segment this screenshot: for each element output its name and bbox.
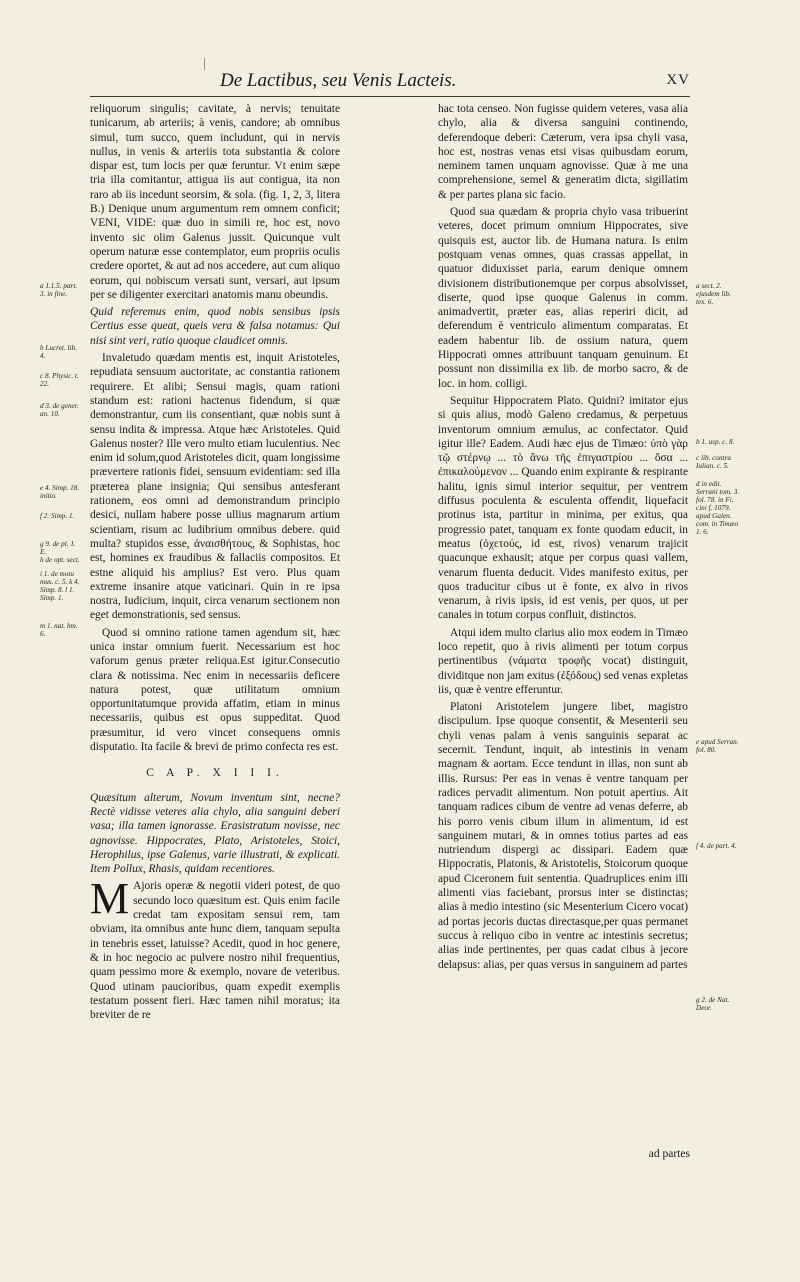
margin-note: a sect. 2. ejusdem lib. tex. 6. bbox=[696, 282, 731, 306]
catchword: ad partes bbox=[648, 1148, 690, 1160]
paragraph: hac tota censeo. Non fugisse quidem veteres, vasa alia chylo, alia & diversa sanguini continendo, deferendoque deberi: Cæterum, vera ipsa chyli vasa, hoc est, nostras venas etsi visas quibusdam eorum, neminem tamen unquam agnovisse. Quæ à me una comprehensione, semel & generatim dicta, sigillatim & per partes plana sic facio. bbox=[438, 103, 688, 201]
margin-note: d 3. de gener. an. 10. bbox=[40, 402, 79, 418]
margin-note: c lib. contra Iulian. c. 5. bbox=[696, 454, 731, 470]
margin-note: c 8. Physic. t. 22. bbox=[40, 372, 79, 388]
margin-note: h de opt. sect. bbox=[40, 556, 80, 564]
running-title: De Lactibus, seu Venis Lacteis. bbox=[220, 70, 457, 91]
paragraph: Quod sua quædam & propria chylo vasa tribuerint veteres, docet primum omnium Hippocrates, sive quisquis est, auctor lib. de Humana natura. Is enim postquam venas omnes, quas crassas appellat, in quatuor diduxisset paria, earum denique omnem divisionem distributionemque per corpus absolvisset, diserte, quod ipse quoque Galenus in comm. animadvertit, præter eas, alias reperiri dicit, ad deferendum è ventriculo alimentum comparatas. Et eadem habentur lib. de ossium natura, quem Hippocrati omnes attribuunt tanquam genuinum. Et possunt non dissimilia ex lib. de morbo sacro, & de loc. in hom. colligi. bbox=[438, 206, 688, 390]
margin-note: b 1. usp. c. 8. bbox=[696, 438, 735, 446]
chapter-summary: Quæsitum alterum, Novum inventum sint, necne? Rectè vidisse veteres alia chylo, alia sanguini deberi vasa; illa tamen ignorasse. Erasistratum novisse, nec agnovisse. Hippocrates, Plato, Aristoteles, Stoici, Herophilus, ipse Galenus, varie illustrati, & explicati. Item Pollux, Rhasis, quidam recentiores. bbox=[90, 791, 340, 876]
paragraph: Quod si omnino ratione tamen agendum sit, hæc unica instar omnium fuerit. Necessarium est hoc vaforum genus præter reliqua.Est igitur.Consecutio clara & notissima. Nec enim in necessariis deficere natura potest, quæ utilitatum omnium opportunitatumque provida affatim, etiam in minus necessariis, quibus est opus suppeditat. Quod præsumitur, id vero vincet consequens omnis disputatio. Ita facile & brevi de primo confecta res est. bbox=[90, 626, 340, 754]
right-column bbox=[438, 102, 688, 975]
margin-note: f 4. de part. 4. bbox=[696, 842, 737, 850]
verse-quotation: Quid referemus enim, quod nobis sensibus ipsis Certius esse queat, queis vera & falsa notamus: Qui nisi sint veri, ratio quoque claudicet omnis. bbox=[90, 306, 340, 347]
chapter-text: Ajoris operæ & negotii videri potest, de quo secundo loco quæsitum est. Quis enim facile credat tam expositam sensui rem, tam obviam, ita omnibus ante hunc diem, tanquam sepulta in tenebris esset, latuisse? Acedit, quod in hoc genere, & in hoc negocio ac pulvere nostro nihil frequentius, quam pessimo more & exemplo, novare de veteribus. Quod utinam paucioribus, quam expedit exemplis testatum possent fieri. Hæc tamen nihil moratus; ita breviter de re bbox=[90, 880, 340, 1022]
paragraph: Atqui idem multo clarius alio mox eodem in Timæo loco repetit, quo à rivis alimenti per totum corpus pertinentibus (νάματα τροφῆς vocat) distinguit, dividitque non jam exitus (ἐξόδους) sed venas expletas iis, quæ è ventre efferuntur. bbox=[438, 626, 688, 696]
margin-note: g 9. de pl. 1. E. bbox=[40, 540, 76, 556]
margin-note: d in edit. Serrani tom. 3. fol. 78. in Fi. cini f. 1079. apud Galen. com. in Timæo 1. 6. bbox=[696, 480, 740, 536]
left-column bbox=[90, 102, 340, 1025]
pencil-mark bbox=[204, 58, 209, 70]
running-header bbox=[90, 70, 690, 97]
drop-capital: M bbox=[90, 874, 130, 924]
margin-note: b Lucret. lib. 4. bbox=[40, 344, 77, 360]
paragraph: Platoni Aristotelem jungere libet, magistro discipulum. Ipse quoque consentit, & Mesenterii seu chyli venas palam à venis sanguinis separat ac secernit. Tendunt, inquit, ab intestinis in venam magnam & aortam. Ecce tendunt in illas, non sunt ab illis. Rursus: Per eas in venas è ventre tanquam per radices pervadit alimentum. Non potuit apertius. Ait tanquam radices cibum de ventre ad venas deferre, ab his porro venis cibum illum in alimentum, id est sanguinem mutari, & in omnes totius partes ad eas nutriendum dispergi ac dissipari. Eadem quæ Hippocratis, Platonis, & Aristotelis, Stoicorum quoque apud Ciceronem fuit sententia. Quadruplices enim illi alimenti vias faciebant, prorsus inter se distinctas; alias à medio intestino (sic Mesenterium Cicero vocat) ad portas jecoris ductas directasque,per quas permanet succus à reliquo cibo in ventre ac intestinis secretus; alias inde pertinentes, per quas cadat cibus à jecore delapsus: alias, per quas versus in sanguinem ad partes bbox=[438, 701, 688, 971]
paragraph: Invaletudo quædam mentis est, inquit Aristoteles, repudiata sensuum auctoritate, ac constantia rationem requirere. Et alibi; Sensui magis, quam rationi standum est: rationi hactenus fidendum, si quæ demonstrantur, cum iis consentiant, quæ nobis sunt à sensu indita & impressa. Atque hæc Aristoteles. Quid Galenus noster? Ille vero multo etiam luculentius. Nec enim id solum,quod Aristoteles dicit, quam longissime prævertere rationis fidei, sensuum evidentiam: sed illa præterea plane insignia; Qui sensibus antesferant rationem, eos omni ad demonstrandum principio desici, nullam habere posse ullius magnarum artium scientiam, risum ac ludibrium omnibus debere. quid multa? stupidos esse, ἀναισθήτους, & Sophistas, hoc est, homines ex fraudibus & fallaciis compositos. Et estne aliquid his amplius? Est vero. Plus quam extreme insanire atque vaticinari. Quin in re ipsa nostra, Iudicium, inquit, circa venarum sectionem non eget demonstrationis, sed sensus. bbox=[90, 352, 340, 622]
chapter-text-paragraph bbox=[90, 874, 340, 1022]
paragraph: Sequitur Hippocratem Plato. Quidni? imitator ejus si quis alius, modò Galeno credamus, & perpetuus inventorum omnium æmulus, ac confectator. Quid igitur ille? Eadem. Audi hæc ejus de Timæo: ὑπὸ γὰρ τῷ στέρνῳ ... τὸ ἄνω τῆς ἐπιγαστρίου ... ὅσα ... ἐπικαλούμενον ... Quando enim expirante & respirante halitu, ignis simul interior sequitur, per ventrem diffusus poculenta & esculenta offendit, liquefacit protinus ista, partitur in minima, per exitus, qua progressio patet, tanquam ex fonte quodam educit, in meatus (ὀχετούς, id est, rivos) venarum trajicit quacunque exhausit; atque per corpus quasi vallem, venarum fluenta deducit. Vides manifesto exitus, per quos traducitur cibus ut è fonte, ex alvo in rivos venarum, à rivis ipsis, id est venis, per quos, ut per canales in totum corpus confluit, distinctos. bbox=[438, 394, 688, 622]
margin-note: i 1. de motu mus. c. 5. k 4. Simp. 8. l 1. Simp. 1. bbox=[40, 570, 80, 602]
margin-note: e apud Serran. fol. 80. bbox=[696, 738, 739, 754]
margin-note: e 4. Simp. 18. initio. bbox=[40, 484, 80, 500]
margin-note: g 2. de Nat. Deor. bbox=[696, 996, 730, 1012]
margin-note: a 1.1.5. part. 3. in fine. bbox=[40, 282, 78, 298]
page-number: XV bbox=[666, 72, 690, 88]
paragraph: reliquorum singulis; cavitate, à nervis; tenuitate tunicarum, ab arteriis; à venis, candore; ab omnibus simul, tum succo, quem includunt, qui in nervis nullus, in venis & arteriis tota substantia & colore dispar est, tum locis per quæ feruntur. Vt enim sæpe tria illa comitantur, attigua iis aut contigua, ita non raro ab iis incedunt seorsim, & sola. (fig. 1, 2, 3, litera B.) Denique unum argumentum rem omnem conficit; VENI, VIDE: quæ duo in simili re, hoc est, novo invento sic olim Galenus jussit. Quicunque vult operum naturæ esse contemplator, eum propriis oculis credere oportet, & aut ad nos accedere, aut cum aliquo eorum, qui nobiscum versati sunt, versari, aut ipsum per se diligenter exercitari anatomis manu obeundis. bbox=[90, 103, 340, 301]
margin-note: m 1. nat. hm. 6. bbox=[40, 622, 78, 638]
margin-note: f 2. Simp. 1. bbox=[40, 512, 75, 520]
chapter-heading: C A P. X I I I. bbox=[146, 767, 284, 780]
